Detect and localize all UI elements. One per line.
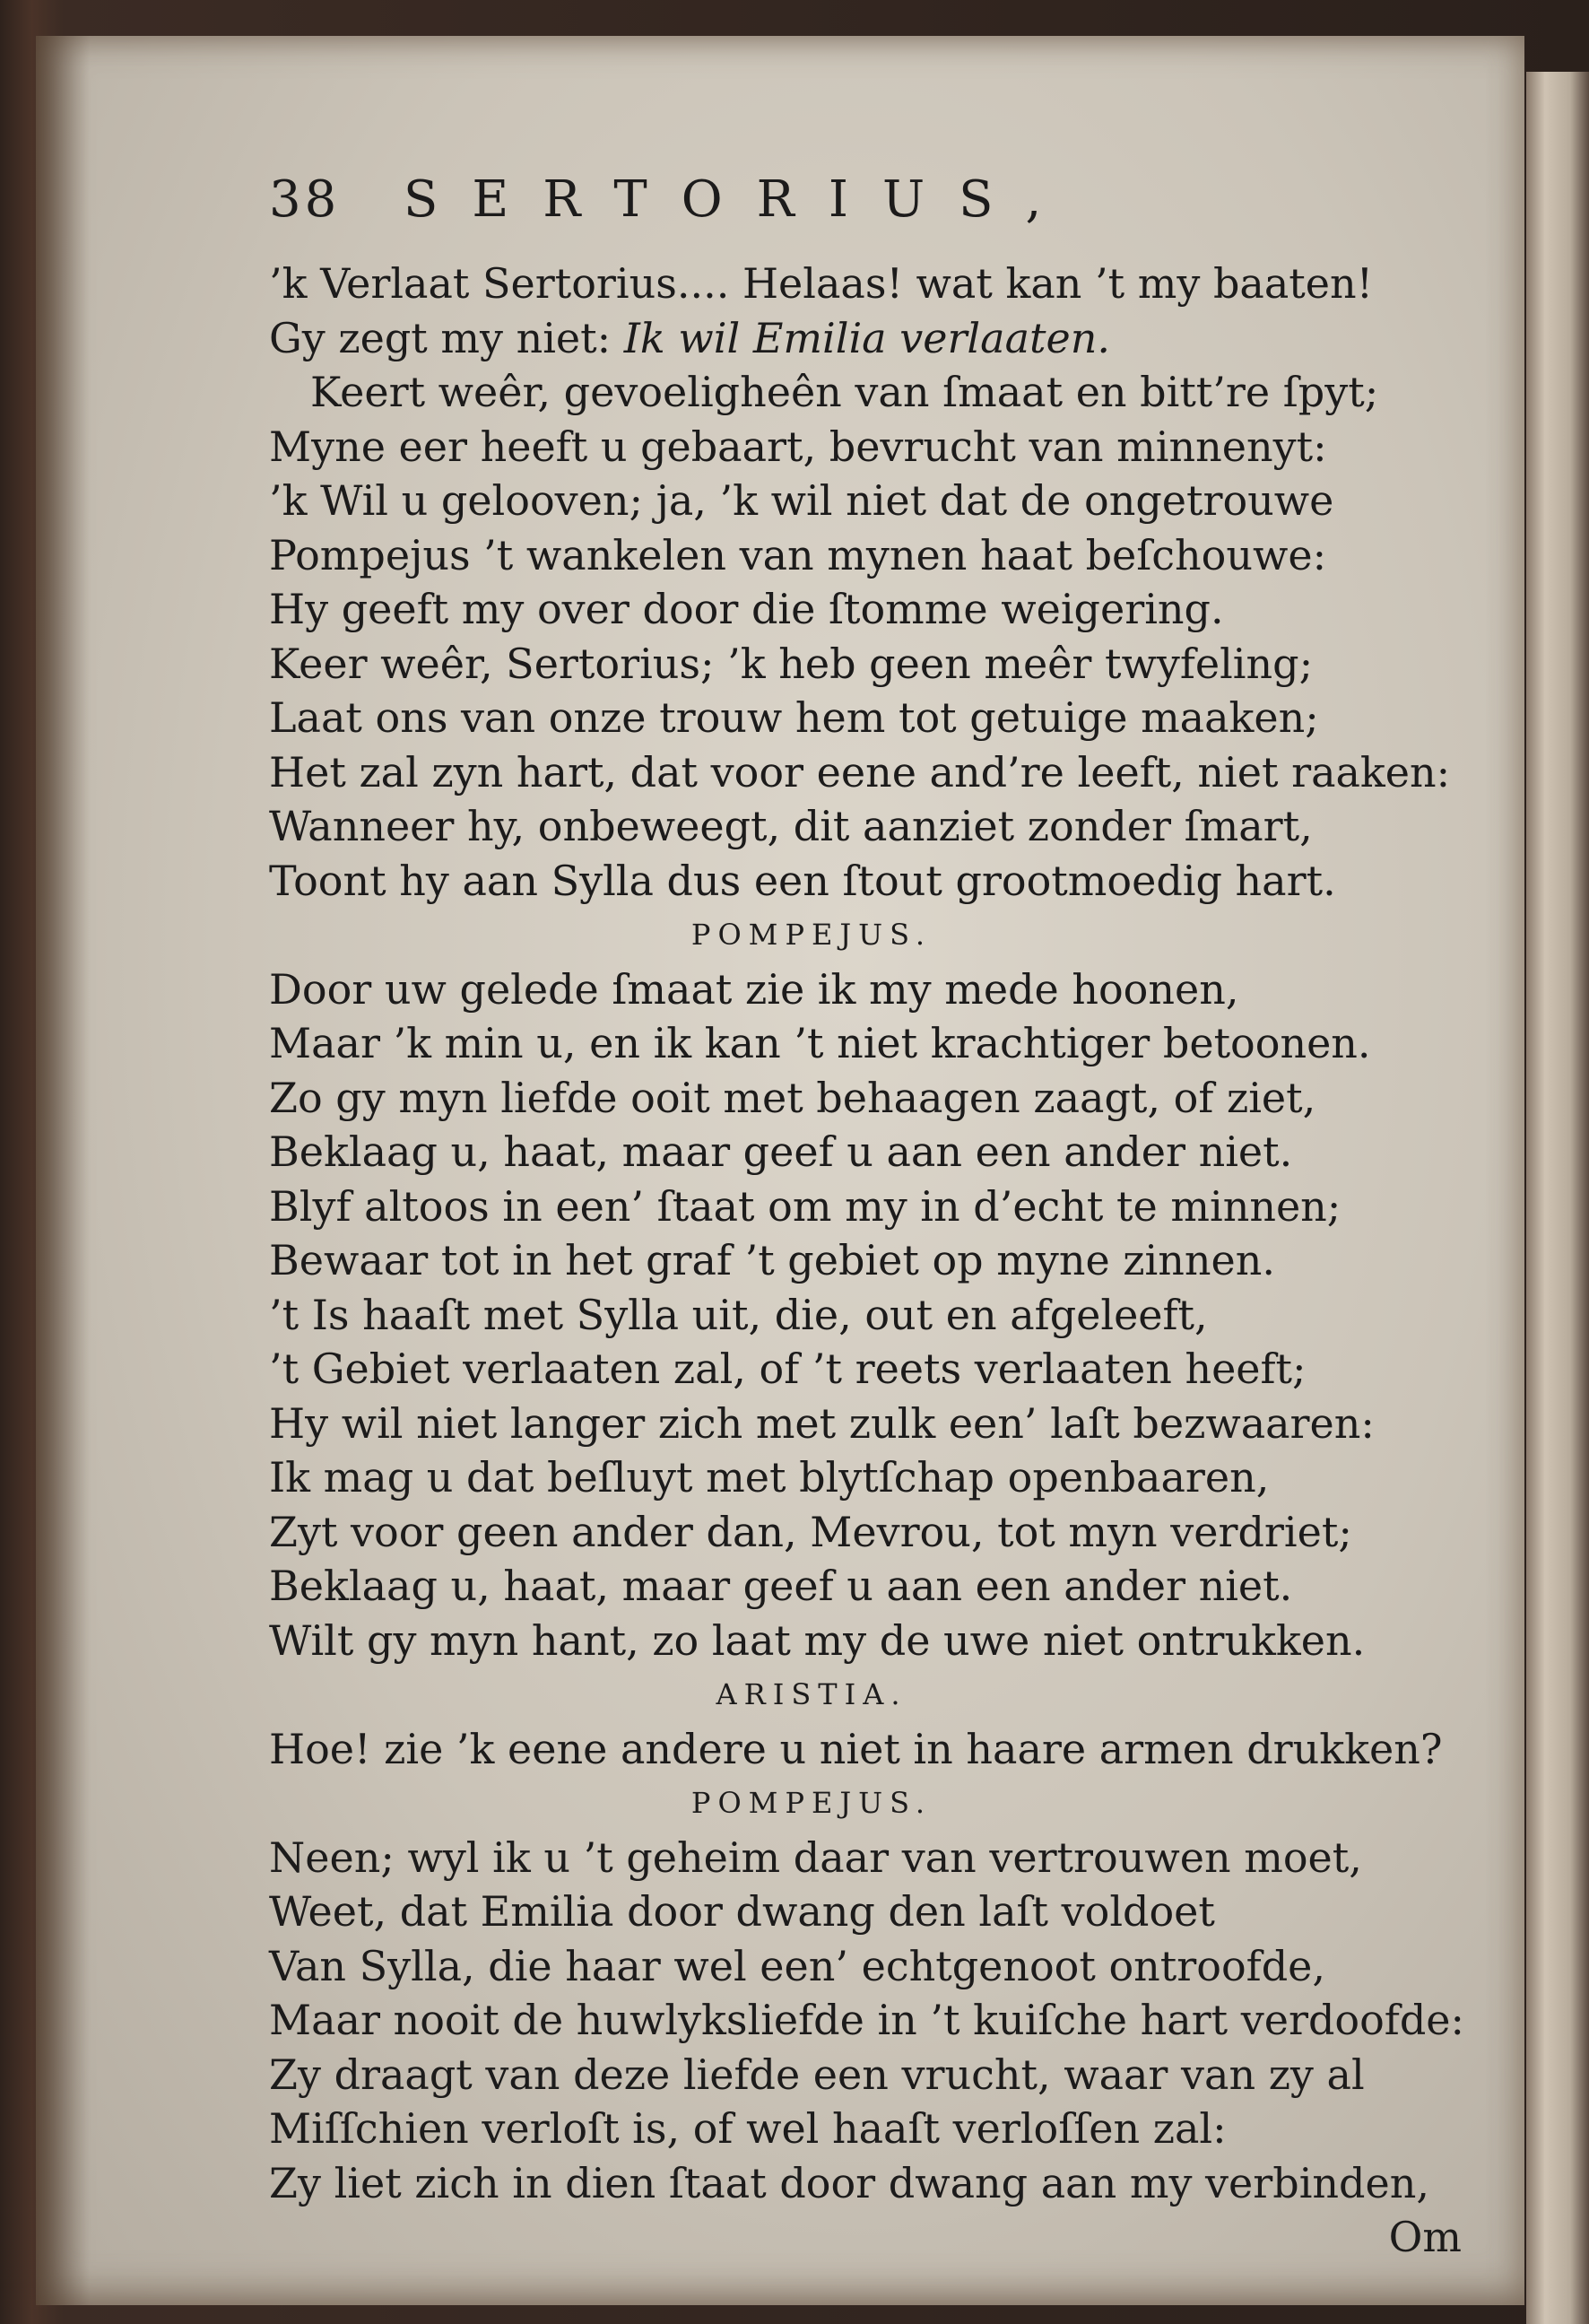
verse-line: Maar ’k min u, en ik kan ’t niet krachtiger betoonen. (269, 1019, 1371, 1067)
verse-line: Laat ons van onze trouw hem tot getuige maaken; (269, 693, 1319, 742)
verse-line: Beklaag u, haat, maar geef u aan een ander niet. (269, 1562, 1293, 1610)
verse-text: Gy zegt my niet: (269, 313, 624, 362)
verse-line (269, 311, 1489, 366)
verse-line: ’k Wil u gelooven; ja, ’k wil niet dat de ongetrouwe (269, 476, 1334, 525)
verse-line: Door uw gelede ſmaat zie ik my mede hoonen, (269, 964, 1239, 1014)
verse-line: Maar nooit de huwlyksliefde in ’t kuiſche hart verdoofde: (269, 1996, 1464, 2044)
verse-line: Zy draagt van deze liefde een vrucht, waar van zy al (269, 2050, 1365, 2099)
page-header (269, 170, 1489, 257)
facing-page-edge (1526, 72, 1589, 2324)
verse-line: Myne eer heeft u gebaart, bevrucht van minnenyt: (269, 422, 1327, 471)
verse-line: Blyf altoos in een’ ſtaat om my in d’echt te minnen; (269, 1181, 1342, 1231)
verse-line: Zyt voor geen ander dan, Mevrou, tot myn verdriet; (269, 1507, 1352, 1556)
speaker-heading: ARISTIA. (716, 1677, 907, 1711)
speaker-heading: POMPEJUS. (690, 918, 933, 952)
verse-line: Neen; wyl ik u ’t geheim daar van vertrouwen moet, (269, 1832, 1362, 1882)
verse-line: Hy wil niet langer zich met zulk een’ laſt bezwaaren: (269, 1398, 1375, 1448)
verse-line: Keer weêr, Sertorius; ’k heb geen meêr twyfeling; (269, 639, 1314, 688)
verse-line: Wilt gy myn hant, zo laat my de uwe niet ontrukken. (269, 1615, 1366, 1665)
verse-line: Hy geeft my over door die ſtomme weigering. (269, 585, 1224, 633)
verse-line: Weet, dat Emilia door dwang den laſt voldoet (269, 1887, 1215, 1936)
verse-line: Toont hy aan Sylla dus een ſtout grootmoedig hart. (269, 856, 1336, 905)
speaker-heading: POMPEJUS. (690, 1786, 933, 1820)
verse-line: Pompejus ’t wankelen van mynen haat beſchouwe: (269, 530, 1327, 579)
verse-line: Het zal zyn hart, dat voor eene and’re leeft, niet raaken: (269, 747, 1451, 796)
verse-line: Bewaar tot in het graf ’t gebiet op myne zinnen. (269, 1236, 1275, 1284)
page-edge-stain (36, 36, 90, 2305)
verse-line: Zy liet zich in dien ſtaat door dwang aan my verbinden, (269, 2158, 1429, 2207)
verse-line: Zo gy myn liefde ooit met behaagen zaagt, of ziet, (269, 1073, 1316, 1122)
verse-line: Ik mag u dat beſluyt met blytſchap openbaaren, (269, 1453, 1270, 1501)
catchword: Om (1388, 2213, 1462, 2261)
verse-line: ’k Verlaat Sertorius.... Helaas! wat kan ’t my baaten! (269, 259, 1374, 308)
verse-line: ’t Gebiet verlaaten zal, of ’t reets verlaaten heeft; (269, 1345, 1307, 1393)
page-number: 38 (269, 170, 341, 229)
verse-line: Van Sylla, die haar wel een’ echtgenoot ontroofde, (269, 1941, 1325, 1990)
book-page (36, 36, 1524, 2305)
text-block (269, 170, 1489, 2265)
verse-line: Beklaag u, haat, maar geef u aan een ander niet. (269, 1127, 1293, 1176)
running-title: SERTORIUS, (404, 170, 1076, 229)
verse-line: Wanneer hy, onbeweegt, dit aanziet zonder ſmart, (269, 802, 1313, 850)
verse-line: Keert weêr, gevoeligheên van ſmaat en bitt’re ſpyt; (310, 368, 1379, 416)
verse-italic-text: Ik wil Emilia verlaaten. (623, 313, 1110, 362)
verse-line: Miſſchien verloſt is, of wel haaſt verloſſen zal: (269, 2104, 1227, 2153)
verse-line: Hoe! zie ’k eene andere u niet in haare armen drukken? (269, 1724, 1443, 1773)
verse-line: ’t Is haaſt met Sylla uit, die, out en afgeleeft, (269, 1290, 1208, 1339)
